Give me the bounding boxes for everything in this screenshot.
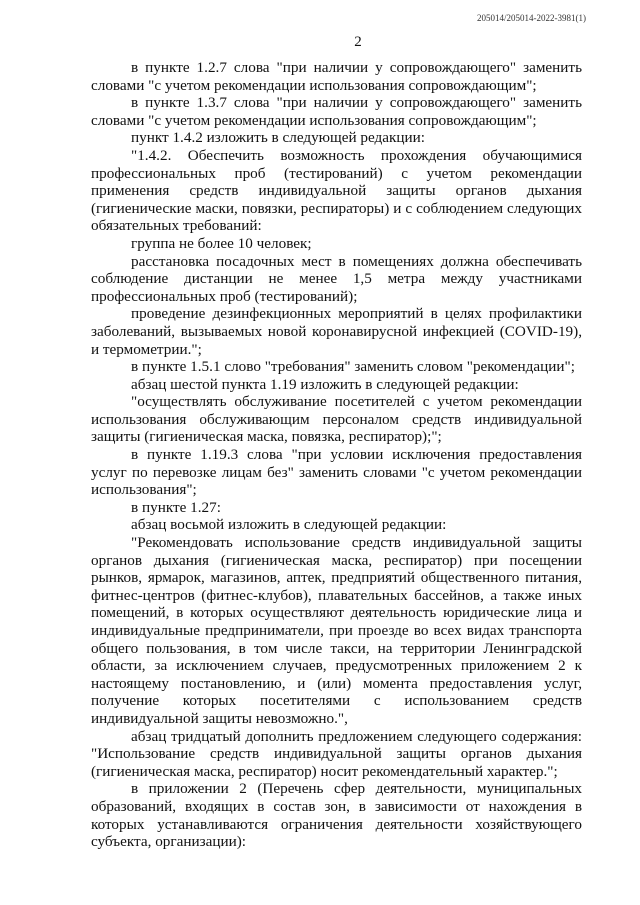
document-body — [91, 59, 582, 851]
paragraph: "осуществлять обслуживание посетителей с учетом рекомендации использования обслуживающим персоналом средств индивидуальной защиты (гигиеническая маска, повязка, респиратор);"; — [91, 393, 582, 446]
paragraph: абзац тридцатый дополнить предложением следующего содержания: "Использование средств индивидуальной защиты органов дыхания (гигиеническая маска, респиратор) носит рекомендательный характер."; — [91, 727, 582, 780]
paragraph: абзац восьмой изложить в следующей редакции: — [131, 516, 447, 534]
paragraph: в пункте 1.19.3 слова "при условии исключения предоставления услуг по перевозке лицам без" заменить словами "с учетом рекомендации использования"; — [91, 446, 582, 499]
paragraph: группа не более 10 человек; — [131, 234, 312, 252]
document-id: 205014/205014-2022-3981(1) — [477, 13, 586, 23]
paragraph: в пункте 1.3.7 слова "при наличии у сопровождающего" заменить словами "с учетом рекомендации использования сопровождающим"; — [91, 94, 582, 129]
paragraph: "1.4.2. Обеспечить возможность прохождения обучающимися профессиональных проб (тестирований) с учетом рекомендации применения средств индивидуальной защиты органов дыхания (гигиенические маски, повязки, респираторы) и с соблюдением следующих обязательных требований: — [91, 146, 582, 235]
page-number: 2 — [354, 34, 362, 50]
paragraph: расстановка посадочных мест в помещениях должна обеспечивать соблюдение дистанции не менее 1,5 метра между участниками профессиональных проб (тестирований); — [91, 252, 582, 305]
paragraph: пункт 1.4.2 изложить в следующей редакции: — [131, 129, 425, 147]
paragraph: в приложении 2 (Перечень сфер деятельности, муниципальных образований, входящих в состав зон, в зависимости от нахождения в которых устанавливаются ограничения деятельности хозяйствующего субъекта, организации): — [91, 780, 582, 851]
paragraph: абзац шестой пункта 1.19 изложить в следующей редакции: — [131, 375, 519, 393]
paragraph: проведение дезинфекционных мероприятий в целях профилактики заболеваний, вызываемых новой коронавирусной инфекцией (COVID-19), и термометрии."; — [91, 305, 582, 358]
paragraph: "Рекомендовать использование средств индивидуальной защиты органов дыхания (гигиеническая маска, респиратор) при посещении рынков, ярмарок, магазинов, аптек, предприятий общественного питания, фитнес-центров (фитнес-клубов), плавательных бассейнов, а также иных помещений, в которых осуществляют деятельность юридические лица и индивидуальные предприниматели, при проезде во всех видах транспорта общего пользования, в том числе такси, на территории Ленинградской области, за исключением случаев, предусмотренных приложением 2 к настоящему постановлению, и (или) момента предоставления услуг, получение которых посетителями с использованием средств индивидуальной защиты невозможно.", — [91, 534, 582, 727]
paragraph: в пункте 1.5.1 слово "требования" заменить словом "рекомендации"; — [131, 358, 575, 376]
paragraph: в пункте 1.2.7 слова "при наличии у сопровождающего" заменить словами "с учетом рекомендации использования сопровождающим"; — [91, 59, 582, 94]
paragraph: в пункте 1.27: — [131, 498, 221, 516]
